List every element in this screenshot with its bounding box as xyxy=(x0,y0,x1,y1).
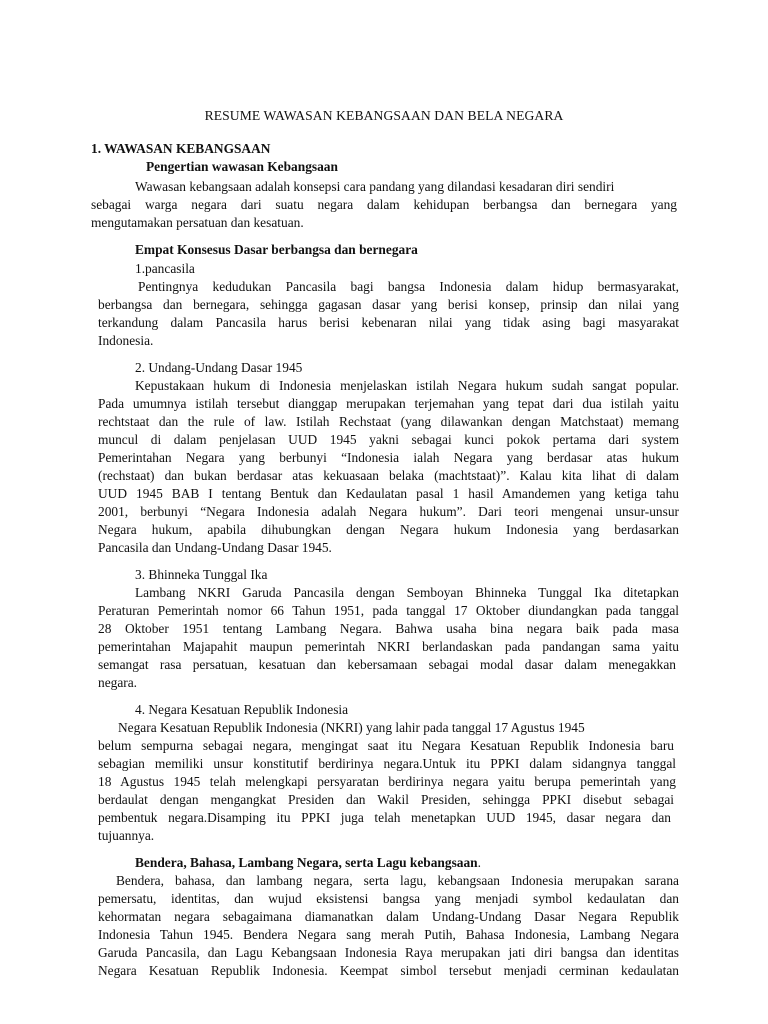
nkri-line-7: tujuannya. xyxy=(98,828,155,843)
section-heading-wawasan-kebangsaan: 1. WAWASAN KEBANGSAAN xyxy=(91,141,271,156)
uud-line-8: 2001, berbunyi “Negara Indonesia adalah Negara hukum”. Dari teori mengenai unsur-unsur xyxy=(98,504,679,519)
bhinneka-line-3: 28 Oktober 1951 tentang Lambang Negara. Bahwa usaha bina negara baik pada masa xyxy=(98,621,679,636)
uud-line-4: muncul di dalam penjelasan UUD 1945 yakni sebagai kunci pokok pertama dari system xyxy=(98,432,679,447)
bhinneka-label: 3. Bhinneka Tunggal Ika xyxy=(135,567,268,582)
nkri-line-5: berdaulat dengan mengangkat Presiden dan Wakil Presiden, sehingga PPKI disebut sebagai xyxy=(98,792,674,807)
uud-line-1: Kepustakaan hukum di Indonesia menjelaskan istilah Negara hukum sudah sangat popular. xyxy=(135,378,679,393)
pancasila-line-2: berbangsa dan bernegara, sehingga gagasan dasar yang berisi konsep, prinsip dan nilai yang xyxy=(98,297,679,312)
bendera-line-5: Garuda Pancasila, dan Lagu Kebangsaan Indonesia Raya merupakan jati diri bangsa dan identitas xyxy=(98,945,679,960)
uud-line-5: Pemerintahan Negara yang berbunyi “Indonesia ialah Negara yang berdasar atas hukum xyxy=(98,450,679,465)
bendera-line-6: Negara Kesatuan Republik Indonesia. Keempat simbol tersebut menjadi cerminan kedaulatan xyxy=(98,963,679,978)
subheading-pengertian: Pengertian wawasan Kebangsaan xyxy=(146,159,338,174)
nkri-line-4: 18 Agustus 1945 telah melengkapi persyaratan berdirinya negara yaitu berupa pemerintah yang xyxy=(98,774,676,789)
definition-line-2: sebagai warga negara dari suatu negara dalam kehidupan berbangsa dan bernegara yang xyxy=(91,197,677,212)
heading-bendera-period: . xyxy=(477,855,481,870)
uud-label: 2. Undang-Undang Dasar 1945 xyxy=(135,360,303,375)
definition-line-1: Wawasan kebangsaan adalah konsepsi cara pandang yang dilandasi kesadaran diri sendiri xyxy=(135,179,615,194)
heading-bendera-text: Bendera, Bahasa, Lambang Negara, serta Lagu kebangsaan xyxy=(135,855,478,870)
nkri-line-2: belum sempurna sebagai negara, mengingat saat itu Negara Kesatuan Republik Indonesia baru xyxy=(98,738,674,753)
bhinneka-line-2: Peraturan Pemerintah nomor 66 Tahun 1951, pada tanggal 17 Oktober diundangkan pada tanggal xyxy=(98,603,679,618)
definition-line-3: mengutamakan persatuan dan kesatuan. xyxy=(91,215,304,230)
pancasila-label: 1.pancasila xyxy=(135,261,195,276)
uud-line-6: (rechstaat) dan bukan berdasar atas kekuasaan belaka (machtstaat)”. Kalau kita lihat di dalam xyxy=(98,468,679,483)
pancasila-line-1: Pentingnya kedudukan Pancasila bagi bangsa Indonesia dalam hidup bermasyarakat, xyxy=(138,279,679,294)
uud-line-9: Negara hukum, apabila dihubungkan dengan Negara hukum Indonesia yang berdasarkan xyxy=(98,522,679,537)
bhinneka-line-4: pemerintahan Majapahit maupun pemerintah NKRI berlandaskan pada pandangan sama yaitu xyxy=(98,639,679,654)
nkri-line-1: Negara Kesatuan Republik Indonesia (NKRI) yang lahir pada tanggal 17 Agustus 1945 xyxy=(118,720,585,735)
nkri-line-6: pembentuk negara.Disamping itu PPKI juga telah menetapkan UUD 1945, dasar negara dan xyxy=(98,810,671,825)
document-title: RESUME WAWASAN KEBANGSAAN DAN BELA NEGARA xyxy=(204,108,564,123)
uud-line-10: Pancasila dan Undang-Undang Dasar 1945. xyxy=(98,540,332,555)
bendera-line-4: Indonesia Tahun 1945. Bendera Negara sang merah Putih, Bahasa Indonesia, Lambang Negara xyxy=(98,927,679,942)
uud-line-3: rechtstaat dan the rule of law. Istilah Rechstaat (yang dilawankan dengan Matchstaat) memang xyxy=(98,414,679,429)
bhinneka-line-6: negara. xyxy=(98,675,138,690)
bendera-line-2: pemersatu, identitas, dan wujud eksistensi bangsa yang menjadi symbol kedaulatan dan xyxy=(98,891,679,906)
uud-line-2: Pada umumnya istilah tersebut dianggap merupakan terjemahan yang tepat dari dua istilah yaitu xyxy=(98,396,679,411)
heading-empat-konsensus: Empat Konsesus Dasar berbangsa dan bernegara xyxy=(135,242,418,257)
pancasila-line-3: terkandung dalam Pancasila harus berisi kebenaran nilai yang tidak asing bagi masyarakat xyxy=(98,315,679,330)
heading-bendera xyxy=(135,854,481,872)
nkri-line-3: sebagian memiliki unsur konstitutif berdirinya negara.Untuk itu PPKI dalam sidangnya tanggal xyxy=(98,756,676,771)
bendera-line-1: Bendera, bahasa, dan lambang negara, serta lagu, kebangsaan Indonesia merupakan sarana xyxy=(116,873,679,888)
bhinneka-line-5: semangat rasa persatuan, kesatuan dan kebersamaan sebagai modal dasar dalam menegakkan xyxy=(98,657,676,672)
nkri-label: 4. Negara Kesatuan Republik Indonesia xyxy=(135,702,349,717)
bhinneka-line-1: Lambang NKRI Garuda Pancasila dengan Semboyan Bhinneka Tunggal Ika ditetapkan xyxy=(135,585,679,600)
bendera-line-3: kehormatan negara sebagaimana diamanatkan dalam Undang-Undang Dasar Negara Republik xyxy=(98,909,679,924)
uud-line-7: UUD 1945 BAB I tentang Bentuk dan Kedaulatan pasal 1 hasil Amandemen yang ketiga tahu xyxy=(98,486,679,501)
pancasila-line-4: Indonesia. xyxy=(98,333,154,348)
